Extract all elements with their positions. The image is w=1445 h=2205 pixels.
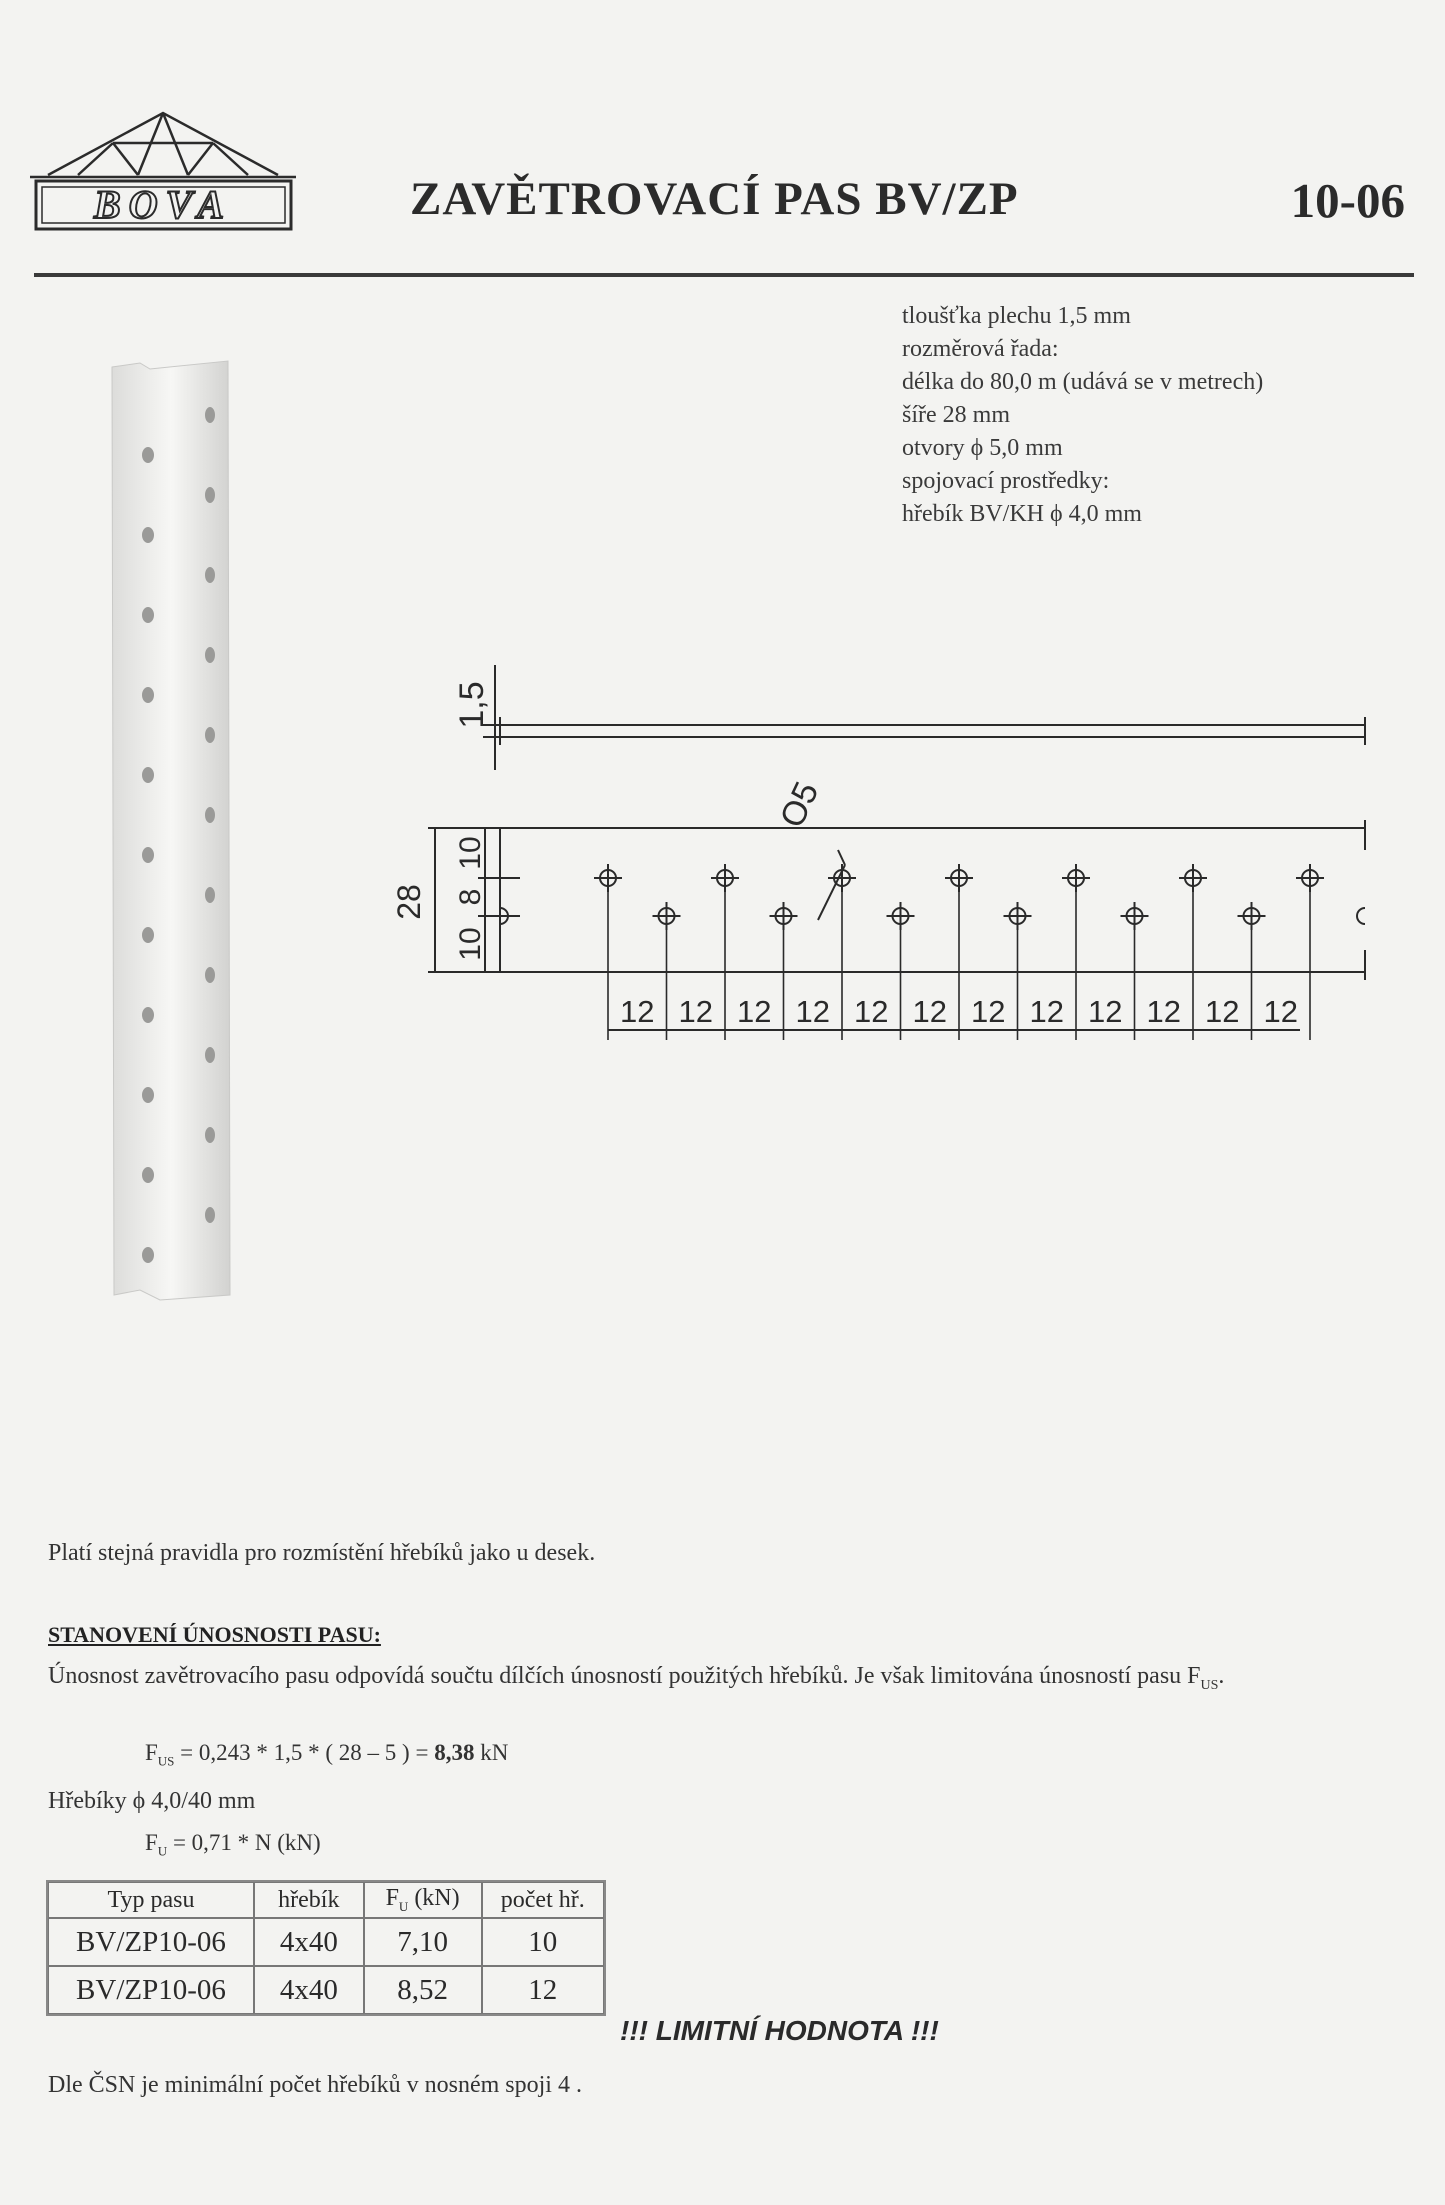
strip-hole: [205, 407, 215, 423]
strip-hole: [142, 1167, 154, 1183]
specification-list: [902, 300, 1263, 531]
formula-expression: = 0,243 * 1,5 * ( 28 – 5 ) =: [174, 1740, 435, 1765]
table-cell: 12: [482, 1966, 604, 2014]
nails-spec: Hřebíky ϕ 4,0/40 mm: [48, 1788, 256, 1814]
section-heading: STANOVENÍ ÚNOSNOSTI PASU:: [48, 1622, 381, 1647]
width-label: 28: [391, 884, 427, 920]
bova-logo: [18, 105, 308, 235]
strip-hole: [205, 487, 215, 503]
table-cell: 8,52: [364, 1966, 482, 2014]
header-text: F: [385, 1885, 399, 1912]
spec-line: hřebík BV/KH ϕ 4,0 mm: [902, 501, 1142, 527]
formula-subscript: U: [157, 1843, 168, 1859]
pitch-label: 12: [678, 994, 713, 1029]
spec-line: šíře 28 mm: [902, 402, 1010, 428]
edge-distance-bottom-label: 10: [454, 927, 487, 961]
strip-hole: [142, 687, 154, 703]
strip-hole: [205, 1207, 215, 1223]
formula-unit: kN: [474, 1740, 509, 1765]
strip-hole: [142, 1007, 154, 1023]
column-header: [364, 1882, 482, 1918]
table-cell: BV/ZP10-06: [48, 1966, 254, 2014]
paragraph-end: .: [1218, 1663, 1225, 1689]
strip-hole: [205, 967, 215, 983]
header-text: (kN): [408, 1885, 460, 1912]
pitch-label: 12: [1263, 994, 1298, 1029]
capacity-table: [46, 1880, 606, 2016]
hole-diameter-label: O5: [772, 776, 827, 834]
formula-result: 8,38: [434, 1740, 475, 1765]
strip-hole: [205, 807, 215, 823]
strip-hole: [205, 1047, 215, 1063]
strip-photo: [100, 355, 240, 1305]
pitch-label: 12: [912, 994, 947, 1029]
formula-lhs: F: [145, 1830, 158, 1855]
strip-hole: [205, 1127, 215, 1143]
strip-hole: [205, 647, 215, 663]
pitch-label: 12: [1029, 994, 1064, 1029]
strip-hole: [142, 527, 154, 543]
edge-distance-mid-label: 8: [454, 888, 487, 906]
rule-note: Platí stejná pravidla pro rozmístění hřebíků jako u desek.: [48, 1540, 596, 1566]
strip-hole: [205, 567, 215, 583]
spec-line: délka do 80,0 m (udává se v metrech): [902, 369, 1264, 395]
strip-hole: [142, 1247, 154, 1263]
pitch-label: 12: [737, 994, 772, 1029]
strip-capacity-formula: [145, 1740, 508, 1770]
paragraph-subscript: US: [1200, 1677, 1219, 1693]
capacity-paragraph: [48, 1660, 1228, 1702]
strip-hole: [142, 767, 154, 783]
table-cell: 4x40: [254, 1918, 364, 1966]
spec-line: otvory ϕ 5,0 mm: [902, 435, 1063, 461]
pitch-label: 12: [1205, 994, 1240, 1029]
strip-hole: [142, 607, 154, 623]
table-cell: 10: [482, 1918, 604, 1966]
strip-hole: [142, 447, 154, 463]
edge-hole-icon: [1357, 908, 1365, 924]
spec-line: tloušťka plechu 1,5 mm: [902, 303, 1131, 329]
spec-line: spojovací prostředky:: [902, 468, 1110, 494]
technical-drawing: [380, 620, 1400, 1070]
footer-note: Dle ČSN je minimální počet hřebíků v nosném spoji 4 .: [48, 2072, 582, 2098]
edge-distance-top-label: 10: [454, 836, 487, 870]
spec-line: rozměrová řada:: [902, 336, 1059, 362]
table-cell: 4x40: [254, 1966, 364, 2014]
logo-lettering: BOVA: [94, 182, 232, 227]
page-number: 10-06: [1290, 173, 1405, 228]
strip-hole: [205, 727, 215, 743]
column-header: hřebík: [254, 1882, 364, 1918]
table-row: [48, 1918, 604, 1966]
formula-subscript: US: [157, 1753, 175, 1769]
strip-hole: [142, 847, 154, 863]
pitch-label: 12: [1146, 994, 1181, 1029]
table-cell: 7,10: [364, 1918, 482, 1966]
pitch-label: 12: [1088, 994, 1123, 1029]
paragraph-text: Únosnost zavětrovacího pasu odpovídá součtu dílčích únosností použitých hřebíků. Je však limitována únosností pasu F: [48, 1663, 1201, 1689]
pitch-label: 12: [971, 994, 1006, 1029]
pitch-label: 12: [854, 994, 889, 1029]
nail-capacity-formula: [145, 1830, 321, 1860]
header-divider: [34, 273, 1414, 277]
strip-hole: [205, 887, 215, 903]
limit-value-note: !!! LIMITNÍ HODNOTA !!!: [620, 2015, 939, 2046]
page-title: ZAVĚTROVACÍ PAS BV/ZP: [410, 173, 1019, 225]
column-header: Typ pasu: [48, 1882, 254, 1918]
table-header-row: [48, 1882, 604, 1918]
thickness-label: 1,5: [453, 681, 491, 729]
strip-hole: [142, 1087, 154, 1103]
pitch-label: 12: [795, 994, 830, 1029]
header-subscript: U: [398, 1898, 409, 1914]
formula-lhs: F: [145, 1740, 158, 1765]
table-row: [48, 1966, 604, 2014]
table-cell: BV/ZP10-06: [48, 1918, 254, 1966]
column-header: počet hř.: [482, 1882, 604, 1918]
formula-expression: = 0,71 * N (kN): [167, 1830, 321, 1855]
strip-hole: [142, 927, 154, 943]
pitch-label: 12: [620, 994, 655, 1029]
